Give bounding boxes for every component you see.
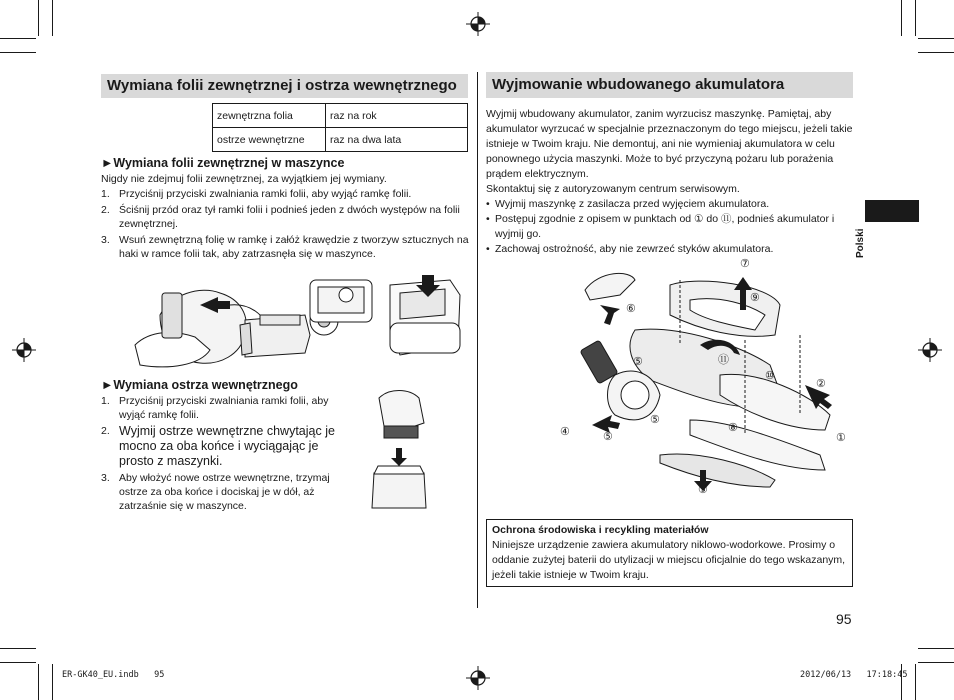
blade-subheading: ►Wymiana ostrza wewnętrznego [101, 378, 298, 392]
list-item: • Zachowaj ostrożność, aby nie zewrzeć styków akumulatora. [486, 243, 774, 255]
table-cell: zewnętrzna folia [213, 104, 326, 128]
footer-timestamp: 2012/06/13 17:18:45 [800, 670, 908, 680]
battery-disassembly-diagram [540, 255, 850, 500]
table-cell: ostrze wewnętrzne [213, 128, 326, 152]
replacement-schedule-table [212, 103, 468, 152]
list-item: 2. Ściśnij przód oraz tył ramki folii i podnieś jeden z dwóch występów na folii zewnętrznej. [101, 204, 460, 230]
list-item: 2. Wyjmij ostrze wewnętrzne chwytając je mocno za oba końce i wyciągając je prosto z maszynki. [101, 424, 335, 468]
callout-label: ⑦ [740, 258, 750, 270]
service-contact-text: Skontaktuj się z autoryzowanym centrum serwisowym. [486, 183, 740, 195]
callout-label: ② [816, 378, 826, 390]
crop-mark [901, 0, 902, 36]
registration-mark-icon [918, 338, 942, 362]
battery-bullets [486, 197, 852, 257]
blade-steps [101, 394, 347, 515]
crop-mark [915, 664, 916, 700]
environment-notice-text: Niniejsze urządzenie zawiera akumulatory niklowo-wodorkowe. Prosimy o oddanie zużytej baterii do utylizacji w miejscu oficjalnie do tego wskazanym, jeżeli takie istnieje w Twoim kraju. [492, 539, 846, 581]
crop-mark [0, 648, 36, 649]
table-cell: raz na dwa lata [326, 128, 468, 152]
registration-mark-icon [12, 338, 36, 362]
footer-file-info: ER-GK40_EU.indb 95 [62, 670, 165, 680]
registration-mark-icon [466, 666, 490, 690]
environment-notice-title: Ochrona środowiska i recykling materiałów [492, 524, 709, 536]
foil-removal-illustration [100, 275, 470, 375]
callout-label: ⑧ [728, 422, 738, 434]
list-item: 3. Wsuń zewnętrzną folię w ramkę i załóż krawędzie z tworzyw sztucznych na haki w ramce folii tak, aby zatrzasnęła się w maszynce. [101, 234, 469, 260]
callout-label: ⑩ [765, 370, 775, 382]
crop-mark [0, 38, 36, 39]
foil-intro: Nigdy nie zdejmuj folii zewnętrznej, za wyjątkiem jej wymiany. [101, 173, 387, 185]
crop-mark [918, 648, 954, 649]
page-number: 95 [836, 611, 852, 627]
list-item: 3. Aby włożyć nowe ostrze wewnętrzne, trzymaj ostrze za oba końce i dociskaj je w dół, aż zatrzaśnie się w maszynce. [101, 472, 330, 512]
blade-removal-illustration [364, 388, 434, 513]
callout-label: ⑤ [633, 356, 643, 368]
callout-label: ⑪ [718, 354, 729, 366]
crop-mark [38, 0, 39, 36]
environment-notice-box [486, 519, 853, 587]
crop-mark [0, 662, 36, 663]
callout-label: ① [836, 432, 846, 444]
language-label: Polski [855, 228, 866, 258]
table-row [213, 104, 468, 128]
callout-label: ④ [560, 426, 570, 438]
crop-mark [38, 664, 39, 700]
callout-label: ③ [698, 484, 708, 496]
foil-steps [101, 187, 469, 263]
list-item: 1. Przyciśnij przyciski zwalniania ramki folii, aby wyjąć ramkę folii. [101, 395, 329, 421]
crop-mark [915, 0, 916, 36]
registration-mark-icon [466, 12, 490, 36]
section-heading: Wymiana folii zewnętrznej i ostrza wewnętrznego [101, 74, 468, 98]
callout-label: ⑨ [750, 292, 760, 304]
crop-mark [52, 0, 53, 36]
foil-subheading: ►Wymiana folii zewnętrznej w maszynce [101, 156, 345, 170]
callout-label: ⑤ [603, 431, 613, 443]
crop-mark [918, 38, 954, 39]
crop-mark [52, 664, 53, 700]
callout-label: ⑤ [650, 414, 660, 426]
list-item: 1. Przyciśnij przyciski zwalniania ramki folii, aby wyjąć ramkę folii. [101, 188, 412, 200]
crop-mark [918, 662, 954, 663]
crop-mark [0, 52, 36, 53]
language-tab [865, 200, 919, 222]
crop-mark [918, 52, 954, 53]
callout-label: ⑥ [626, 303, 636, 315]
section-heading: Wyjmowanie wbudowanego akumulatora [486, 72, 853, 98]
battery-paragraph: Wyjmij wbudowany akumulator, zanim wyrzucisz maszynkę. Pamiętaj, aby akumulator wyrzucać w specjalnie przeznaczonym do tego miejscu, jeżeli takie istnieje w Twoim kraju. Nie demontuj, ani nie wymieniaj akumulatora w celu ponownego użycia maszynki. Może to być przyczyną pożaru lub porażenia prądem elektrycznym. [486, 108, 853, 180]
list-item: • Wyjmij maszynkę z zasilacza przed wyjęciem akumulatora. [486, 198, 770, 210]
table-row [213, 128, 468, 152]
table-cell: raz na rok [326, 104, 468, 128]
list-item: • Postępuj zgodnie z opisem w punktach od ① do ⑪, podnieś akumulator i wyjmij go. [486, 213, 835, 240]
column-divider [477, 72, 478, 608]
